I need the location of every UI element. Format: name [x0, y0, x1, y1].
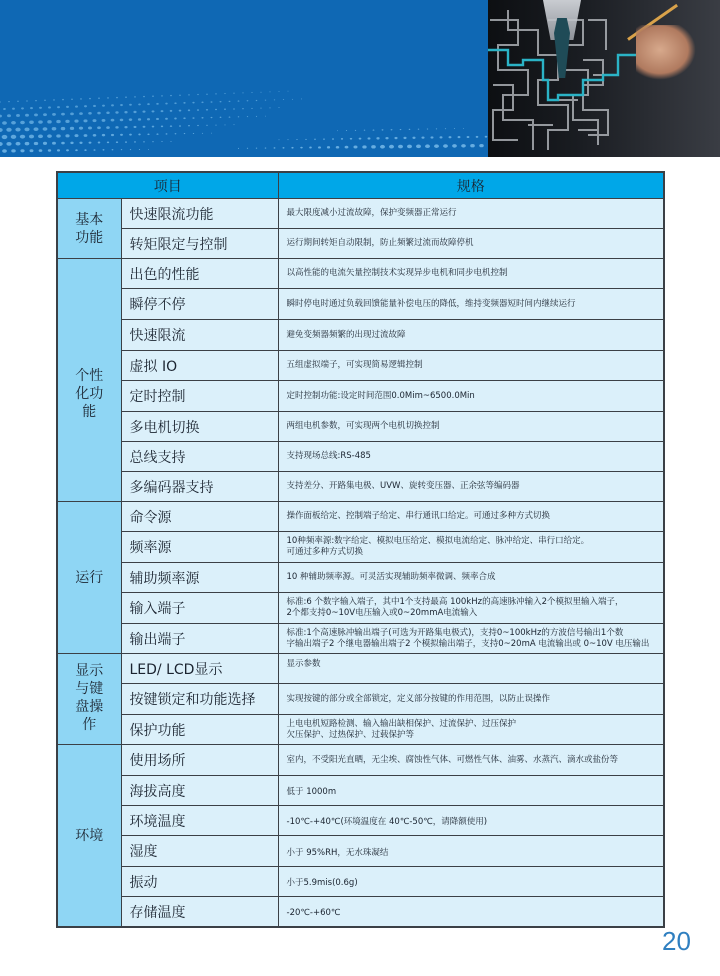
spec-line: 最大限度减小过流故障，保护变频器正常运行 — [286, 208, 457, 218]
table-row — [57, 351, 664, 381]
group-label-line: 环境 — [75, 827, 104, 844]
spec-description — [278, 593, 664, 624]
group-label-line: 作 — [82, 717, 97, 733]
spec-description — [278, 684, 664, 715]
header-spec: 规格 — [278, 172, 664, 199]
hand-graphic — [636, 25, 696, 80]
spec-line: -20℃-+60℃ — [286, 908, 341, 918]
spec-line: 10种频率源:数字给定、模拟电压给定、模拟电流给定、脉冲给定、串行口给定。 — [286, 536, 590, 546]
spec-line: -10℃-+40℃(环境温度在 40℃-50℃，请降额使用) — [286, 817, 488, 827]
spec-line: 10 种辅助频率源。可灵活实现辅助频率微调、频率合成 — [286, 572, 496, 582]
item-name: 定时控制 — [121, 381, 278, 412]
item-name: 总线支持 — [121, 442, 278, 472]
spec-line: 以高性能的电流矢量控制技术实现异步电机和同步电机控制 — [286, 268, 508, 278]
spec-line: 支持差分、开路集电极、UVW、旋转变压器、正余弦等编码器 — [286, 481, 520, 491]
spec-line: 实现按键的部分或全部锁定，定义部分按键的作用范围，以防止误操作 — [286, 693, 551, 704]
group-label-basic-functions — [57, 199, 121, 259]
item-name: 频率源 — [121, 532, 278, 563]
item-name: 多电机切换 — [121, 412, 278, 442]
spec-line: 低于 1000m — [286, 787, 337, 797]
spec-line: 欠压保护、过热保护、过载保护等 — [286, 729, 415, 740]
spec-description — [278, 897, 664, 928]
table-row — [57, 412, 664, 442]
spec-line: 定时控制功能:设定时间范围0.0Mim~6500.0Min — [286, 390, 475, 401]
table-row — [57, 684, 664, 715]
group-label-line: 个性 — [75, 368, 104, 384]
item-name: 使用场所 — [121, 745, 278, 776]
item-name: 输入端子 — [121, 593, 278, 624]
group-label-line: 运行 — [75, 569, 104, 586]
spec-description — [278, 836, 664, 867]
spec-description — [278, 654, 664, 684]
header-banner — [0, 0, 720, 157]
group-label-display-keypad — [57, 654, 121, 745]
banner-photo — [488, 0, 720, 157]
spec-description — [278, 229, 664, 259]
spec-description — [278, 776, 664, 806]
spec-line: 两组电机参数，可实现两个电机切换控制 — [286, 421, 440, 431]
table-row — [57, 563, 664, 593]
spec-description — [278, 412, 664, 442]
spec-line: 室内，不受阳光直晒，无尘埃、腐蚀性气体、可燃性气体、油雾、水蒸汽、滴水或盐份等 — [286, 754, 619, 765]
spec-line: 避免变频器频繁的出现过流故障 — [286, 329, 406, 340]
item-name: 命令源 — [121, 502, 278, 532]
group-label-line: 盘操 — [75, 699, 104, 715]
table-row — [57, 259, 664, 289]
item-name: 环境温度 — [121, 806, 278, 836]
table-row — [57, 502, 664, 532]
table-row — [57, 229, 664, 259]
spec-line: 可通过多种方式切换 — [286, 547, 364, 557]
item-name: 湿度 — [121, 836, 278, 867]
spec-description — [278, 715, 664, 745]
spec-line: 支持现场总线:RS-485 — [286, 451, 371, 461]
spec-line: 小于 95%RH，无水珠凝结 — [286, 848, 389, 858]
table-row — [57, 320, 664, 351]
group-label-line: 显示 — [75, 663, 104, 679]
table-row — [57, 776, 664, 806]
spec-description — [278, 745, 664, 776]
item-name: 虚拟 IO — [121, 351, 278, 381]
spec-description — [278, 289, 664, 320]
spec-line: 运行期间转矩自动限制，防止频繁过流而故障停机 — [286, 238, 474, 248]
table-row — [57, 897, 664, 928]
group-label-line: 与键 — [75, 681, 104, 697]
group-label-environment — [57, 745, 121, 928]
table-row — [57, 745, 664, 776]
table-row — [57, 836, 664, 867]
table-row — [57, 381, 664, 412]
table-header-row — [57, 172, 664, 199]
spec-description — [278, 867, 664, 897]
table-row — [57, 593, 664, 624]
table-row — [57, 867, 664, 897]
spec-table-body — [57, 199, 664, 928]
spec-description — [278, 624, 664, 654]
item-name: LED/ LCD显示 — [121, 654, 278, 684]
page-number: 20 — [662, 926, 691, 956]
spec-description — [278, 563, 664, 593]
spec-line: 上电电机短路检测、输入输出缺相保护、过流保护、过压保护 — [286, 718, 517, 729]
spec-description — [278, 502, 664, 532]
table-row — [57, 806, 664, 836]
spec-line: 标准:1个高速脉冲输出端子(可选为开路集电极式)，支持0~100kHz的方波信号输出1个数 — [286, 627, 624, 638]
item-name: 存储温度 — [121, 897, 278, 928]
item-name: 多编码器支持 — [121, 472, 278, 502]
item-name: 辅助频率源 — [121, 563, 278, 593]
table-row — [57, 442, 664, 472]
item-name: 快速限流 — [121, 320, 278, 351]
spec-description — [278, 259, 664, 289]
table-row — [57, 654, 664, 684]
table-row — [57, 624, 664, 654]
group-label-line: 功能 — [75, 229, 104, 246]
spec-description — [278, 532, 664, 563]
group-label-operation — [57, 502, 121, 654]
group-label-line: 化功 — [75, 386, 104, 402]
item-name: 按键锁定和功能选择 — [121, 684, 278, 715]
spec-line: 瞬时停电时通过负载回馈能量补偿电压的降低，维持变频器短时间内继续运行 — [286, 298, 576, 309]
spec-description — [278, 442, 664, 472]
spec-line: 2个都支持0~10V电压输入或0~20mmA电流输入 — [286, 608, 478, 618]
spec-line: 标准:6 个数字输入端子，其中1个支持最高 100kHz的高速脉冲输入2个模拟里输入端子， — [286, 597, 624, 607]
spec-line: 操作面板给定、控制端子给定、串行通讯口给定。可通过多种方式切换 — [286, 511, 551, 521]
halftone-dot-pattern — [0, 0, 488, 157]
group-label-personalized-functions — [57, 259, 121, 502]
spec-line: 五组虚拟端子，可实现简易逻辑控制 — [286, 360, 423, 370]
header-item: 项目 — [57, 172, 278, 199]
item-name: 振动 — [121, 867, 278, 897]
spec-description — [278, 472, 664, 502]
spec-description — [278, 381, 664, 412]
item-name: 保护功能 — [121, 715, 278, 745]
group-label-line: 基本 — [75, 211, 104, 228]
group-label-line: 能 — [82, 404, 97, 420]
table-row — [57, 472, 664, 502]
item-name: 出色的性能 — [121, 259, 278, 289]
spec-description — [278, 320, 664, 351]
spec-description — [278, 351, 664, 381]
spec-table — [56, 171, 665, 928]
item-name: 快速限流功能 — [121, 199, 278, 229]
item-name: 海拔高度 — [121, 776, 278, 806]
spec-description — [278, 199, 664, 229]
item-name: 瞬停不停 — [121, 289, 278, 320]
spec-description — [278, 806, 664, 836]
spec-line: 小于5.9mis(0.6g) — [286, 878, 358, 888]
item-name: 转矩限定与控制 — [121, 229, 278, 259]
spec-line: 显示参数 — [286, 659, 321, 669]
table-row — [57, 199, 664, 229]
table-row — [57, 532, 664, 563]
table-row — [57, 715, 664, 745]
item-name: 输出端子 — [121, 624, 278, 654]
spec-line: 字输出端子2 个继电器输出端子2 个模拟输出端子，支持0~20mA 电流输出或 0~10V 电压输出 — [286, 638, 650, 649]
table-row — [57, 289, 664, 320]
